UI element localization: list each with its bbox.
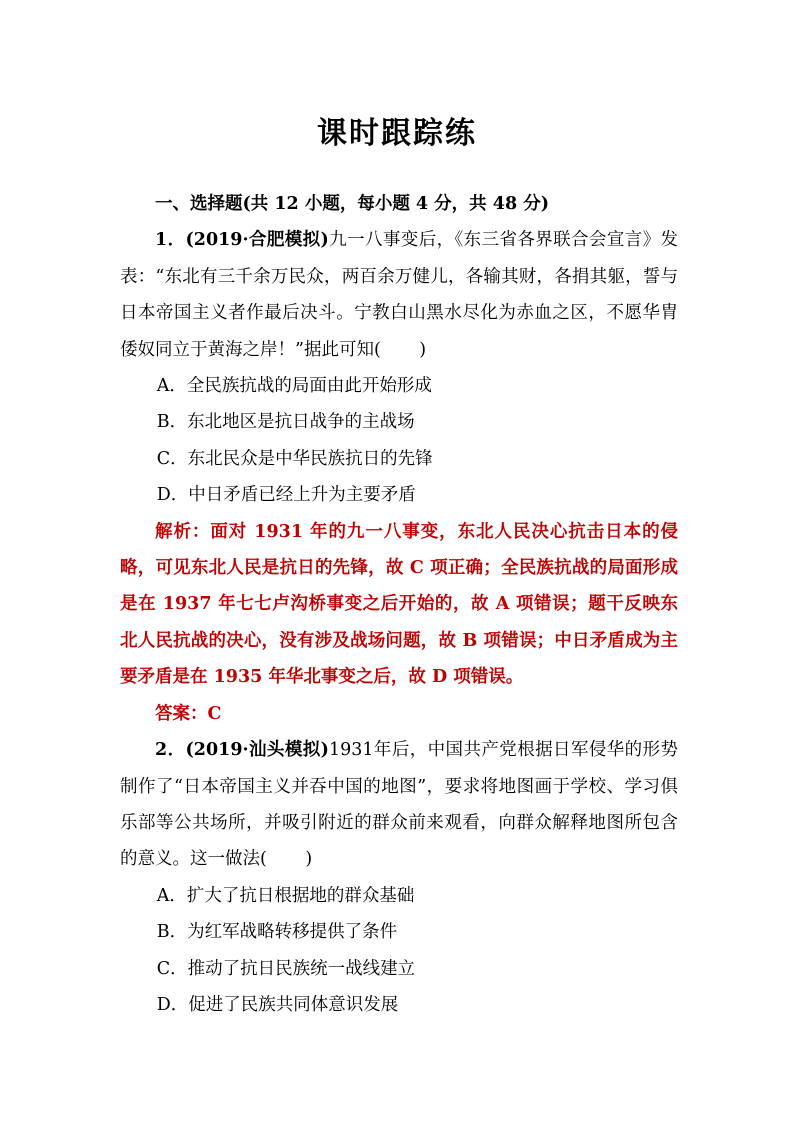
question-2-number: 2． (155, 740, 186, 761)
question-1-text: 九一八事变后，《东三省各界联合会宣言》发表：“东北有三千余万民众，两百余万健儿，各输其财，各捐其躯，誓与日本帝国主义者作最后决斗。宁教白山黑水尽化为赤血之区，不愿华胄倭奴同立于黄海之岸！”据此可知( (120, 230, 679, 360)
question-2-stem (120, 732, 678, 878)
analysis-label: 解析 (155, 521, 192, 542)
question-1-option-d: D．中日矛盾已经上升为主要矛盾 (156, 485, 416, 506)
question-1-answer (120, 696, 678, 732)
analysis-text: ：面对 1931 年的九一八事变，东北人民决心抗击日本的侵略，可见东北人民是抗日的先锋，故 C 项正确；全民族抗战的局面形成是在 1937 年七七卢沟桥事变之后开始的，故 A 项错误；题干反映东北人民抗战的决心，没有涉及战场问题，故 B 项错误；中日矛盾成为主要矛盾是在 1935 年华北事变之后，故 D 项错误。 (120, 521, 679, 688)
question-2-option-a: A．扩大了抗日根据地的群众基础 (156, 885, 415, 906)
question-2-source: (2019·汕头模拟) (185, 740, 329, 761)
exercise-content (120, 186, 678, 1023)
question-1-option-c: C．东北民众是中华民族抗日的先锋 (156, 448, 433, 469)
question-1-option-a: A．全民族抗战的局面由此开始形成 (156, 376, 432, 397)
question-1-option-b: B．东北地区是抗日战争的主战场 (156, 412, 415, 433)
question-2-text: 1931年后，中国共产党根据日军侵华的形势制作了“日本帝国主义并吞中国的地图”，要求将地图画于学校、学习俱乐部等公共场所，并吸引附近的群众前来观看，向群众解释地图所包含的意义。这一做法( (120, 740, 679, 870)
question-2-option-c: C．推动了抗日民族统一战线建立 (156, 958, 416, 979)
answer-value: ：C (190, 703, 222, 724)
question-2-paren-close: ) (305, 849, 313, 870)
answer-label: 答案 (155, 703, 190, 724)
question-2-option-b: B．为红军战略转移提供了条件 (156, 922, 398, 943)
question-1-analysis (120, 514, 678, 696)
question-2-option-d: D．促进了民族共同体意识发展 (156, 994, 399, 1015)
question-1-stem (120, 222, 678, 368)
page-title: 课时跟踪练 (317, 116, 477, 151)
question-1-source: (2019·合肥模拟) (185, 230, 329, 251)
question-1-number: 1． (155, 230, 186, 251)
section-heading: 一、选择题(共 12 小题，每小题 4 分，共 48 分) (155, 194, 549, 214)
question-1-paren-close: ) (419, 339, 427, 360)
